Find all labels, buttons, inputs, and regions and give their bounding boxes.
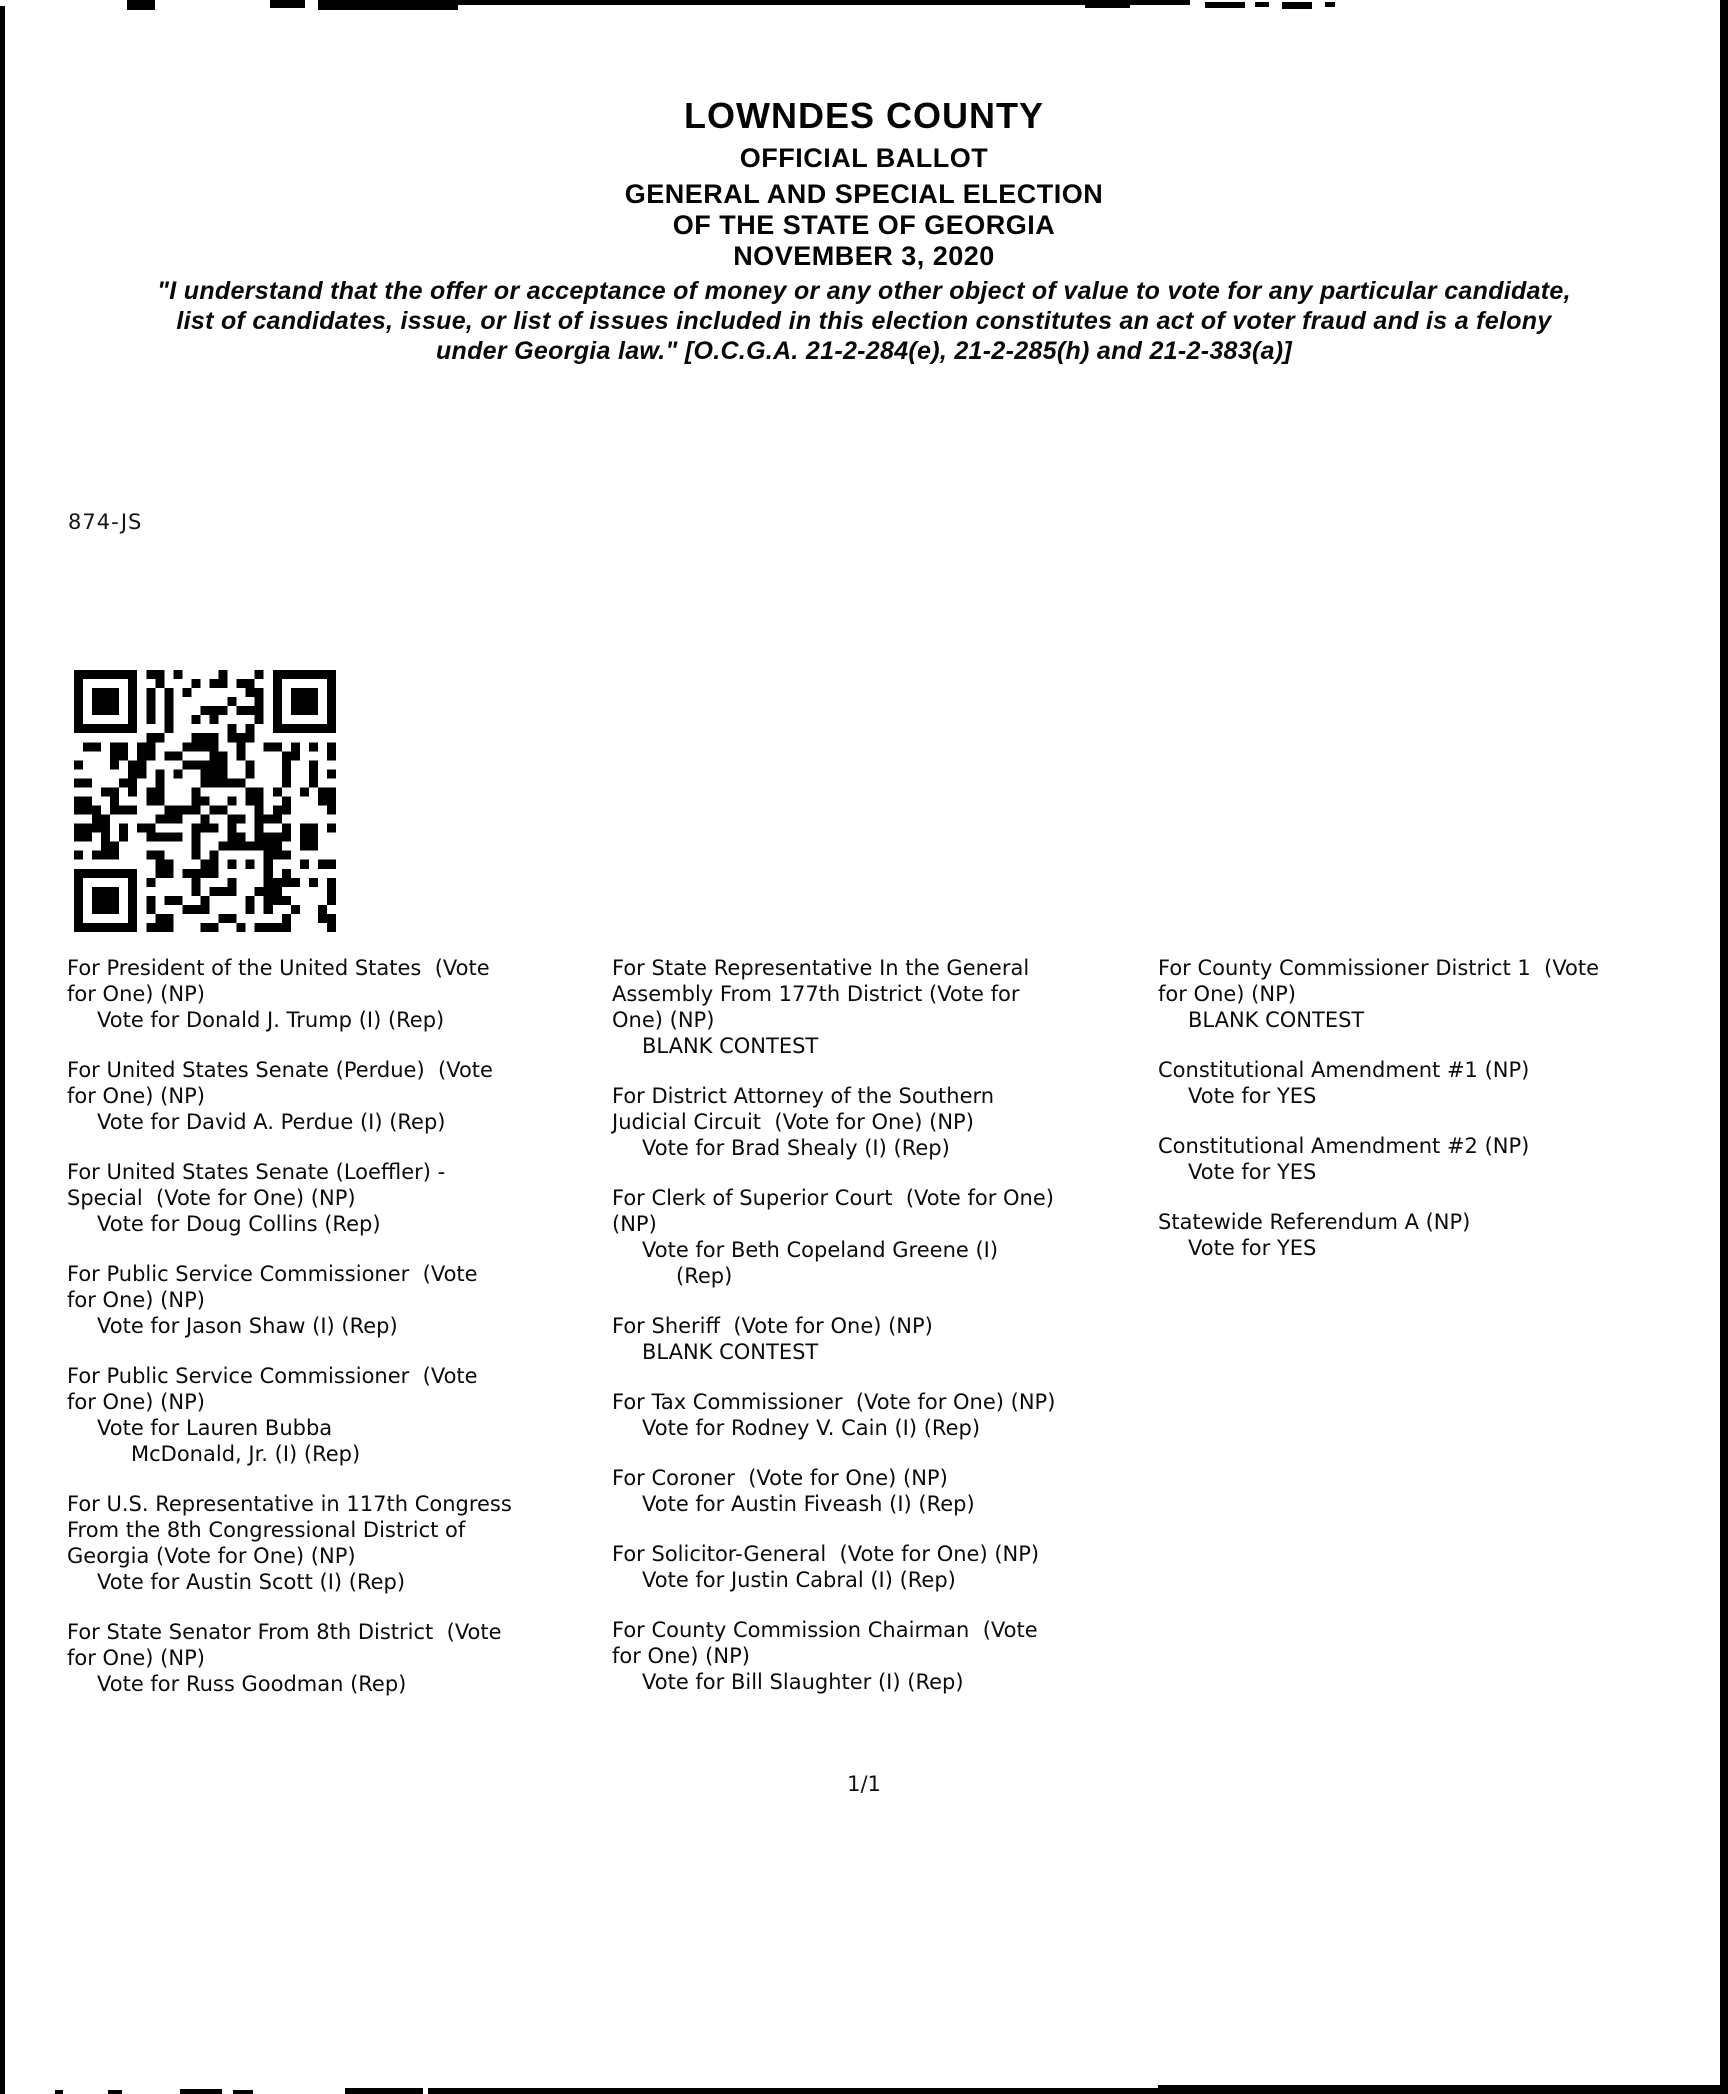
contest-selection-line: Vote for Donald J. Trump (I) (Rep): [97, 1008, 445, 1032]
election-title-line3: NOVEMBER 3, 2020: [733, 241, 995, 271]
contest-title-line: For Tax Commissioner (Vote for One) (NP): [612, 1390, 1056, 1414]
contest: [1158, 1209, 1724, 1261]
contest-selection-line: Vote for YES: [1188, 1160, 1317, 1184]
scan-artifact: [55, 2090, 63, 2094]
contest-selection-line: BLANK CONTEST: [1188, 1008, 1365, 1032]
contest-title-line: Constitutional Amendment #1 (NP): [1158, 1058, 1530, 1082]
contest-title-line: Georgia (Vote for One) (NP): [67, 1544, 356, 1568]
contest-selection-line: Vote for David A. Perdue (I) (Rep): [97, 1110, 446, 1134]
disclaimer-line2: list of candidates, issue, or list of issues included in this election constitutes an act of voter fraud and is a felony: [176, 307, 1552, 335]
contest-title-line: for One) (NP): [67, 1084, 205, 1108]
contest-title-line: Statewide Referendum A (NP): [1158, 1210, 1471, 1234]
contest-selection-line: Vote for Justin Cabral (I) (Rep): [642, 1568, 956, 1592]
contest-selection-line: Vote for YES: [1188, 1084, 1317, 1108]
contest-selection-line: Vote for Austin Fiveash (I) (Rep): [642, 1492, 975, 1516]
contest-title-line: For U.S. Representative in 117th Congress: [67, 1492, 512, 1516]
contest: [612, 1389, 1160, 1441]
election-title-line1: GENERAL AND SPECIAL ELECTION: [624, 179, 1104, 209]
contest: [67, 1057, 619, 1135]
contest-title-line: For State Senator From 8th District (Vote: [67, 1620, 502, 1644]
contest: [612, 1465, 1160, 1517]
contest: [67, 1159, 619, 1237]
scan-artifact: [345, 2088, 423, 2094]
contest-title-line: For Public Service Commissioner (Vote: [67, 1262, 478, 1286]
contest-selection-line: Vote for Beth Copeland Greene (I): [642, 1238, 999, 1262]
scan-artifact: [233, 2090, 253, 2094]
contest-selection-line: Vote for Bill Slaughter (I) (Rep): [642, 1670, 964, 1694]
contest-title-line: for One) (NP): [67, 982, 205, 1006]
scan-artifact: [1085, 0, 1130, 8]
contest: [612, 1185, 1160, 1289]
contest-title-line: Constitutional Amendment #2 (NP): [1158, 1134, 1530, 1158]
contest-selection-line: Vote for Doug Collins (Rep): [97, 1212, 381, 1236]
contest: [67, 1491, 619, 1595]
contest-selection-line: BLANK CONTEST: [642, 1034, 819, 1058]
scan-artifact: [1282, 2, 1312, 9]
contest: [1158, 1133, 1724, 1185]
contest-selection-line: McDonald, Jr. (I) (Rep): [131, 1442, 361, 1466]
contest-title-line: For County Commissioner District 1 (Vote: [1158, 956, 1600, 980]
contest: [67, 1619, 619, 1697]
contest: [612, 1541, 1160, 1593]
contest-title-line: for One) (NP): [67, 1390, 205, 1414]
contest-title-line: Assembly From 177th District (Vote for: [612, 982, 1020, 1006]
contest: [67, 955, 619, 1033]
contest: [1158, 1057, 1724, 1109]
scan-artifact: [1325, 2, 1335, 7]
scan-artifact: [455, 0, 1190, 5]
contest-title-line: for One) (NP): [612, 1644, 750, 1668]
contest: [612, 1083, 1160, 1161]
election-title-line2: OF THE STATE OF GEORGIA: [672, 210, 1056, 240]
contest-selection-line: (Rep): [676, 1264, 733, 1288]
contest-title-line: For Coroner (Vote for One) (NP): [612, 1466, 948, 1490]
contest-title-line: For Sheriff (Vote for One) (NP): [612, 1314, 933, 1338]
contest-title-line: Special (Vote for One) (NP): [67, 1186, 356, 1210]
disclaimer-line1: "I understand that the offer or acceptance of money or any other object of value to vote for any particular candidate,: [157, 277, 1571, 305]
qr-code: [66, 670, 344, 932]
contest-selection-line: Vote for Brad Shealy (I) (Rep): [642, 1136, 950, 1160]
ballot-column-3: [1158, 955, 1724, 1285]
contest-selection-line: Vote for Russ Goodman (Rep): [97, 1672, 407, 1696]
scan-artifact: [127, 0, 155, 10]
contest: [612, 955, 1160, 1059]
contest-title-line: For Clerk of Superior Court (Vote for One): [612, 1186, 1054, 1210]
contest-title-line: For United States Senate (Loeffler) -: [67, 1160, 446, 1184]
ballot-column-1: [67, 955, 619, 1721]
contest-title-line: For President of the United States (Vote: [67, 956, 490, 980]
contest-selection-line: Vote for Jason Shaw (I) (Rep): [97, 1314, 398, 1338]
scan-artifact: [1255, 2, 1269, 7]
contest-title-line: (NP): [612, 1212, 657, 1236]
contest-selection-line: BLANK CONTEST: [642, 1340, 819, 1364]
contest: [67, 1363, 619, 1467]
contest-title-line: For Public Service Commissioner (Vote: [67, 1364, 478, 1388]
page-number: 1/1: [847, 1772, 881, 1796]
ballot-style-code: 874-JS: [68, 510, 143, 534]
contest-title-line: For State Representative In the General: [612, 956, 1030, 980]
ballot-column-2: [612, 955, 1160, 1719]
contest-selection-line: Vote for Lauren Bubba: [97, 1416, 333, 1440]
contest-title-line: One) (NP): [612, 1008, 715, 1032]
contest: [1158, 955, 1724, 1033]
contest-title-line: From the 8th Congressional District of: [67, 1518, 466, 1542]
election-title: [0, 179, 1728, 272]
contest-selection-line: Vote for YES: [1188, 1236, 1317, 1260]
contest-title-line: For County Commission Chairman (Vote: [612, 1618, 1038, 1642]
scan-artifact: [180, 2089, 222, 2094]
contest-title-line: for One) (NP): [67, 1288, 205, 1312]
ballot-type-title: OFFICIAL BALLOT: [739, 143, 989, 173]
scan-artifact: [108, 2090, 122, 2094]
contest-title-line: For Solicitor-General (Vote for One) (NP): [612, 1542, 1040, 1566]
scan-artifact: [270, 0, 305, 8]
contest-selection-line: Vote for Austin Scott (I) (Rep): [97, 1570, 406, 1594]
scan-artifact: [1205, 2, 1245, 8]
scan-artifact: [1158, 2085, 1720, 2094]
contest-title-line: Judicial Circuit (Vote for One) (NP): [612, 1110, 974, 1134]
contest: [67, 1261, 619, 1339]
contest: [612, 1617, 1160, 1695]
contest: [612, 1313, 1160, 1365]
disclaimer-line3: under Georgia law." [O.C.G.A. 21-2-284(e), 21-2-285(h) and 21-2-383(a)]: [435, 337, 1293, 365]
contest-title-line: For District Attorney of the Southern: [612, 1084, 995, 1108]
contest-title-line: for One) (NP): [67, 1646, 205, 1670]
contest-title-line: For United States Senate (Perdue) (Vote: [67, 1058, 493, 1082]
voter-fraud-disclaimer: [54, 276, 1674, 366]
contest-selection-line: Vote for Rodney V. Cain (I) (Rep): [642, 1416, 981, 1440]
county-title: LOWNDES COUNTY: [684, 95, 1044, 136]
scan-artifact: [318, 0, 458, 10]
contest-title-line: for One) (NP): [1158, 982, 1296, 1006]
